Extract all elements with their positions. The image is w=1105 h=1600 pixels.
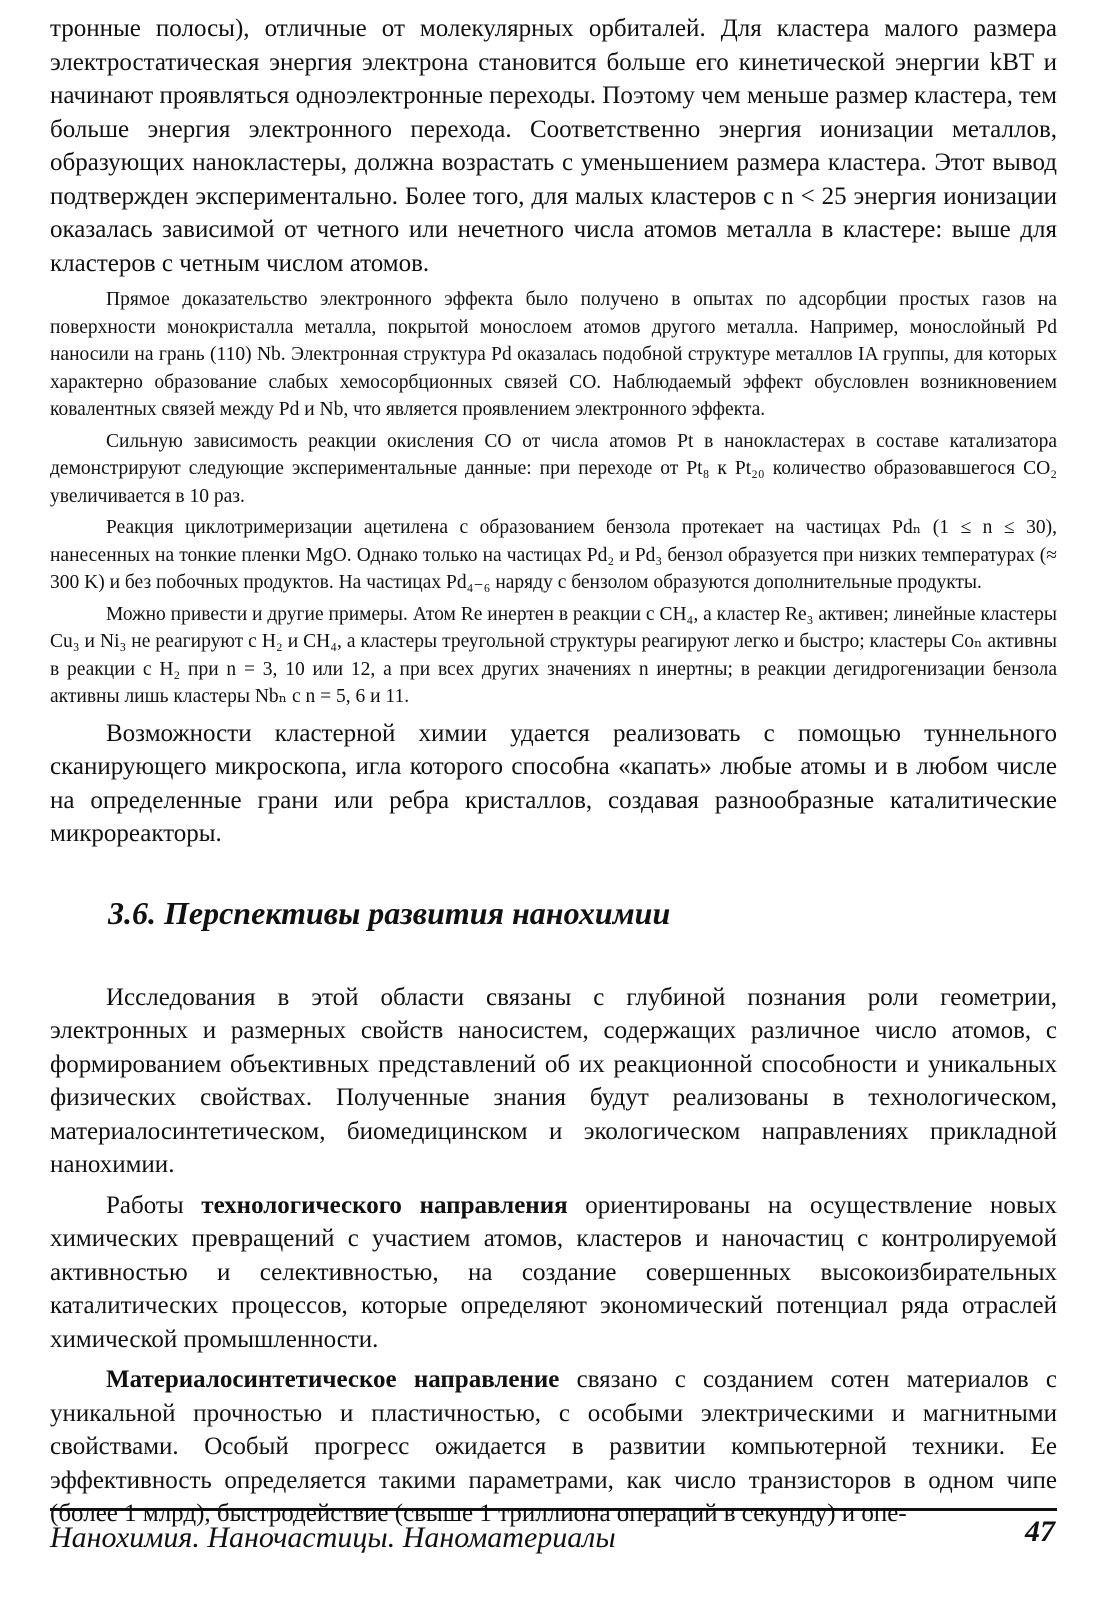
small-paragraph-4: Можно привести и другие примеры. Атом Re инертен в реакции с CH₄, а кластер Re₃ активен; линейные кластеры Cu₃ и Ni₃ не реагируют с H₂ и CH₄, а кластеры треугольной структуры реагируют легко и быстро; кластеры Coₙ активны в реакции с H₂ при n = 3, 10 или 12, а при всех других значениях n инертны; в реакции дегидрогенизации бензола активны лишь кластеры Nbₙ с n = 5, 6 и 11.	[50, 603, 1057, 707]
paragraph-2: Возможности кластерной химии удается реализовать с помощью туннельного сканирующего микроскопа, игла которого способна «капать» любые атомы и в любом числе на определенные грани или ребра кристаллов, создавая разнообразные каталитические микрореакторы.	[50, 719, 1057, 847]
page-number: 47	[1025, 1515, 1055, 1548]
paragraph-5	[50, 1363, 1057, 1531]
paragraph-5-bold: Материалосинтетическое направление	[106, 1366, 560, 1393]
paragraph-1: тронные полосы), отличные от молекулярных орбиталей. Для кластера малого размера электростатическая энергия электрона становится больше его кинетической энергии kBT и начинают проявляться одноэлектронные переходы. Поэтому чем меньше размер кластера, тем больше энергия электронного перехода. Соответственно энергия ионизации металлов, образующих нанокластеры, должна возрастать с уменьшением размера кластера. Этот вывод подтвержден экспериментально. Более того, для малых кластеров с n < 25 энергия ионизации оказалась зависимой от четного или нечетного числа атомов металла в кластере: выше для кластеров с четным числом атомов.	[50, 15, 1057, 277]
paragraph-3: Исследования в этой области связаны с глубиной познания роли геометрии, электронных и размерных свойств наносистем, содержащих различное число атомов, с формированием объективных представлений об их реакционной способности и уникальных физических свойствах. Полученные знания будут реализованы в технологическом, материалосинтетическом, биомедицинском и экологическом направлениях прикладной нанохимии.	[50, 983, 1057, 1178]
small-paragraph-1: Прямое доказательство электронного эффекта было получено в опытах по адсорбции простых газов на поверхности монокристалла металла, покрытой монослоем атомов другого металла. Например, монослойный Pd наносили на грань (110) Nb. Электронная структура Pd оказалась подобной структуре металлов IA группы, для которых характерно образование слабых хемосорбционных связей CO. Наблюдаемый эффект обусловлен возникновением ковалентных связей между Pd и Nb, что является проявлением электронного эффекта.	[50, 289, 1057, 420]
paragraph-5-rest: связано с созданием сотен материалов с уникальной прочностью и пластичностью, с особыми электрическими и магнитными свойствами. Особый прогресс ожидается в развитии компьютерной техники. Ее эффективность определяется такими параметрами, как число транзисторов в одном чипе (более 1 млрд), быстродействие (свыше 1 триллиона операций в секунду) и опе-	[50, 1366, 1057, 1527]
small-paragraph-3: Реакция циклотримеризации ацетилена с образованием бензола протекает на частицах Pdₙ (1 ≤ n ≤ 30), нанесенных на тонкие пленки MgO. Однако только на частицах Pd₂ и Pd₃ бензол образуется при низких температурах (≈ 300 K) и без побочных продуктов. На частицах Pd₄₋₆ наряду с бензолом образуются дополнительные продукты.	[50, 517, 1057, 593]
paragraph-4-bold: технологического направления	[201, 1191, 568, 1219]
section-heading: 3.6. Перспективы развития нанохимии	[108, 894, 671, 931]
small-paragraph-2: Сильную зависимость реакции окисления CO от числа атомов Pt в нанокластерах в составе катализатора демонстрируют следующие экспериментальные данные: при переходе от Pt₈ к Pt₂₀ количество образовавшегося CO₂ увеличивается в 10 раз.	[50, 430, 1057, 507]
page-body	[50, 12, 1057, 1531]
paragraph-4-lead: Работы	[106, 1191, 202, 1219]
footer-divider	[50, 1508, 1057, 1511]
running-footer-title: Нанохимия. Наночастицы. Наноматериалы	[50, 1521, 616, 1554]
paragraph-4-rest: ориентированы на осуществление новых химических превращений с участием атомов, кластеров и наночастиц с контролируемой активностью и селективностью, на создание совершенных высокоизбирательных каталитических процессов, которые определяют экономический потенциал ряда отраслей химической промышленности.	[50, 1191, 1057, 1353]
paragraph-4	[50, 1189, 1057, 1357]
